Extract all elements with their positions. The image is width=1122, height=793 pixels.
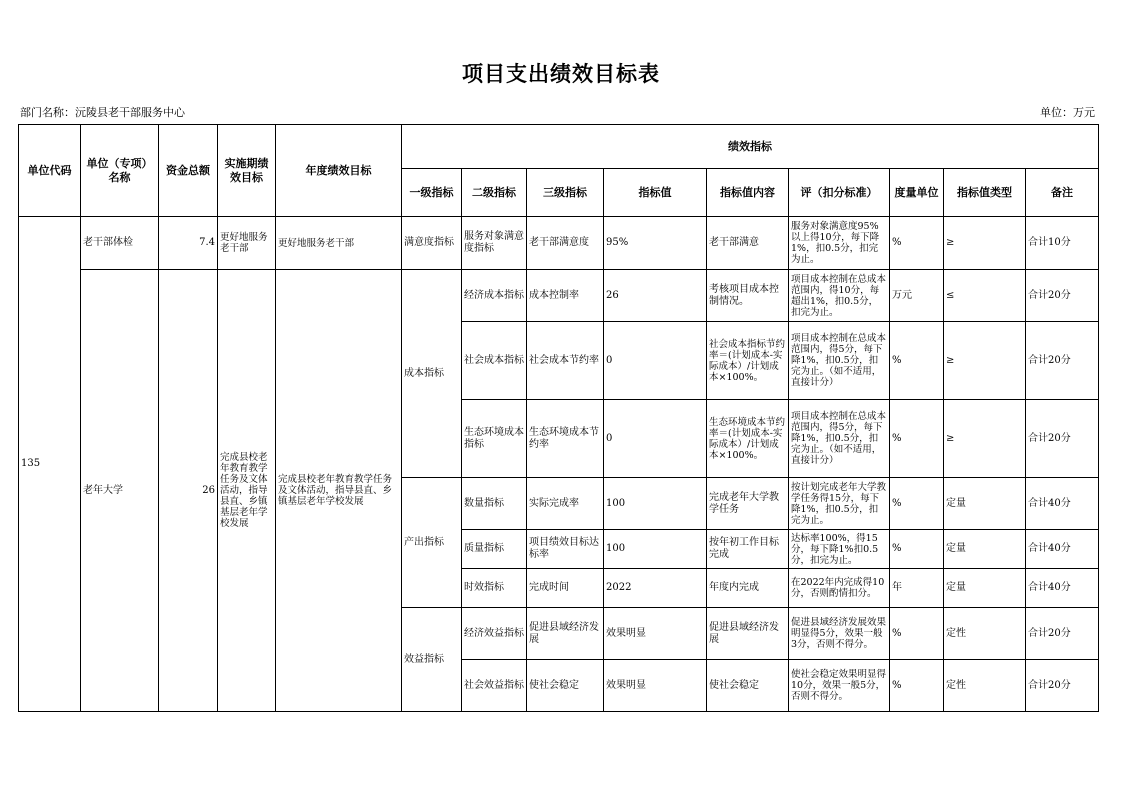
amount-cell: 7.4 — [159, 217, 218, 270]
content-cell: 社会成本指标节约率＝(计划成本-实际成本）/计划成本×100%。 — [707, 322, 789, 400]
level3-cell: 成本控制率 — [527, 270, 604, 322]
remark-cell: 合计20分 — [1026, 400, 1099, 478]
remark-cell: 合计20分 — [1026, 322, 1099, 400]
scoring-cell: 按计划完成老年大学教学任务得15分，每下降1%，扣0.5分，扣完为止。 — [789, 478, 890, 530]
scoring-cell: 达标率100%，得15分，每下降1%扣0.5分，扣完为止。 — [789, 530, 890, 569]
content-cell: 考核项目成本控制情况。 — [707, 270, 789, 322]
page-title: 项目支出绩效目标表 — [462, 62, 660, 86]
value-cell: 95% — [604, 217, 707, 270]
value-cell: 效果明显 — [604, 660, 707, 712]
type-cell: ≥ — [944, 322, 1026, 400]
level2-cell: 服务对象满意度指标 — [462, 217, 527, 270]
level2-cell: 时效指标 — [462, 569, 527, 608]
content-cell: 使社会稳定 — [707, 660, 789, 712]
header-total-funds: 资金总额 — [159, 125, 218, 217]
header-period-goal: 实施期绩效目标 — [218, 125, 276, 217]
project-name-cell: 老年大学 — [81, 270, 159, 712]
header-type: 指标值类型 — [944, 169, 1026, 217]
unit-cell: % — [890, 400, 944, 478]
header-scoring: 评（扣分标准） — [789, 169, 890, 217]
remark-cell: 合计40分 — [1026, 569, 1099, 608]
annual-goal-cell: 完成县校老年教育教学任务及文体活动，指导县直、乡镇基层老年学校发展 — [276, 270, 402, 712]
level2-cell: 社会成本指标 — [462, 322, 527, 400]
unit-cell: % — [890, 322, 944, 400]
type-cell: ≤ — [944, 270, 1026, 322]
level3-cell: 项目绩效目标达标率 — [527, 530, 604, 569]
level1-cell: 满意度指标 — [402, 217, 462, 270]
remark-cell: 合计10分 — [1026, 217, 1099, 270]
scoring-cell: 项目成本控制在总成本范围内，得10分，每超出1%，扣0.5分，扣完为止。 — [789, 270, 890, 322]
value-cell: 效果明显 — [604, 608, 707, 660]
content-cell: 生态环境成本节约率＝(计划成本-实际成本）/计划成本×100%。 — [707, 400, 789, 478]
unit-cell: % — [890, 660, 944, 712]
scoring-cell: 使社会稳定效果明显得10分，效果一般5分，否则不得分。 — [789, 660, 890, 712]
content-cell: 促进县域经济发展 — [707, 608, 789, 660]
header-value: 指标值 — [604, 169, 707, 217]
scoring-cell: 服务对象满意度95%以上得10分，每下降1%，扣0.5分，扣完为止。 — [789, 217, 890, 270]
unit-code-cell: 135 — [19, 217, 81, 712]
currency-unit: 单位：万元 — [1040, 106, 1095, 119]
type-cell: 定量 — [944, 530, 1026, 569]
unit-cell: % — [890, 478, 944, 530]
value-cell: 2022 — [604, 569, 707, 608]
level3-cell: 完成时间 — [527, 569, 604, 608]
content-cell: 老干部满意 — [707, 217, 789, 270]
header-level2: 二级指标 — [462, 169, 527, 217]
remark-cell: 合计20分 — [1026, 270, 1099, 322]
value-cell: 0 — [604, 322, 707, 400]
level2-cell: 生态环境成本指标 — [462, 400, 527, 478]
table-row — [19, 217, 1099, 270]
value-cell: 0 — [604, 400, 707, 478]
level2-cell: 经济成本指标 — [462, 270, 527, 322]
content-cell: 完成老年大学教学任务 — [707, 478, 789, 530]
type-cell: 定量 — [944, 478, 1026, 530]
header-indicators: 绩效指标 — [402, 125, 1099, 169]
scoring-cell: 项目成本控制在总成本范围内，得5分，每下降1%，扣0.5分，扣完为止。（如不适用，直接计分） — [789, 322, 890, 400]
level3-cell: 社会成本节约率 — [527, 322, 604, 400]
type-cell: ≥ — [944, 217, 1026, 270]
header-project-name: 单位（专项）名称 — [81, 125, 159, 217]
value-cell: 100 — [604, 530, 707, 569]
unit-cell: 万元 — [890, 270, 944, 322]
level3-cell: 实际完成率 — [527, 478, 604, 530]
unit-cell: 年 — [890, 569, 944, 608]
level3-cell: 使社会稳定 — [527, 660, 604, 712]
type-cell: 定量 — [944, 569, 1026, 608]
header-unit-code: 单位代码 — [19, 125, 81, 217]
period-goal-cell: 完成县校老年教育教学任务及文体活动，指导县直、乡镇基层老年学校发展 — [218, 270, 276, 712]
unit-cell: % — [890, 530, 944, 569]
remark-cell: 合计20分 — [1026, 608, 1099, 660]
level3-cell: 促进县域经济发展 — [527, 608, 604, 660]
scoring-cell: 项目成本控制在总成本范围内，得5分，每下降1%，扣0.5分，扣完为止。（如不适用，直接计分） — [789, 400, 890, 478]
header-unit: 度量单位 — [890, 169, 944, 217]
header-content: 指标值内容 — [707, 169, 789, 217]
scoring-cell: 促进县域经济发展效果明显得5分，效果一般3分，否则不得分。 — [789, 608, 890, 660]
type-cell: 定性 — [944, 660, 1026, 712]
amount-cell: 26 — [159, 270, 218, 712]
remark-cell: 合计40分 — [1026, 478, 1099, 530]
content-cell: 年度内完成 — [707, 569, 789, 608]
level1-cell: 效益指标 — [402, 608, 462, 712]
level1-cell: 成本指标 — [402, 270, 462, 478]
header-level3: 三级指标 — [527, 169, 604, 217]
header-annual-goal: 年度绩效目标 — [276, 125, 402, 217]
project-name-cell: 老干部体检 — [81, 217, 159, 270]
annual-goal-cell: 更好地服务老干部 — [276, 217, 402, 270]
scoring-cell: 在2022年内完成得10分，否则酌情扣分。 — [789, 569, 890, 608]
table-row — [19, 270, 1099, 322]
level2-cell: 经济效益指标 — [462, 608, 527, 660]
type-cell: 定性 — [944, 608, 1026, 660]
value-cell: 26 — [604, 270, 707, 322]
value-cell: 100 — [604, 478, 707, 530]
department-name: 部门名称：沅陵县老干部服务中心 — [20, 106, 185, 119]
header-level1: 一级指标 — [402, 169, 462, 217]
level2-cell: 质量指标 — [462, 530, 527, 569]
unit-cell: % — [890, 608, 944, 660]
remark-cell: 合计20分 — [1026, 660, 1099, 712]
level2-cell: 数量指标 — [462, 478, 527, 530]
level3-cell: 老干部满意度 — [527, 217, 604, 270]
period-goal-cell: 更好地服务老干部 — [218, 217, 276, 270]
remark-cell: 合计40分 — [1026, 530, 1099, 569]
performance-target-table — [18, 124, 1099, 712]
level3-cell: 生态环境成本节约率 — [527, 400, 604, 478]
unit-cell: % — [890, 217, 944, 270]
level1-cell: 产出指标 — [402, 478, 462, 608]
header-remark: 备注 — [1026, 169, 1099, 217]
level2-cell: 社会效益指标 — [462, 660, 527, 712]
type-cell: ≥ — [944, 400, 1026, 478]
content-cell: 按年初工作目标完成 — [707, 530, 789, 569]
